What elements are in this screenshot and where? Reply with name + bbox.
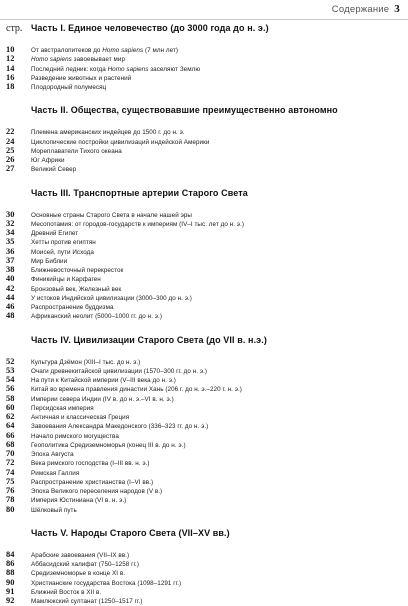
toc-entry[interactable] xyxy=(0,237,408,246)
entry-title-italic: Homo sapiens xyxy=(31,56,72,64)
entry-title-text: Мамлюкский султанат (1250–1517 гг.) xyxy=(31,598,143,605)
entry-page-number: 58 xyxy=(6,393,15,403)
entry-page-number: 91 xyxy=(6,586,15,596)
entry-title-text: Хетты против египтян xyxy=(31,239,96,247)
entry-title xyxy=(31,248,94,257)
entry-title xyxy=(31,395,174,404)
entry-title-text: Начало римского могущества xyxy=(31,432,119,440)
part-heading xyxy=(0,335,408,352)
entry-page-number: 78 xyxy=(6,495,15,505)
toc-entry[interactable] xyxy=(0,458,408,467)
entry-title-text: От австралопитеков до xyxy=(31,47,103,54)
entry-page-number: 53 xyxy=(6,365,15,375)
entry-page-number: 14 xyxy=(6,63,15,73)
toc-entry[interactable] xyxy=(0,247,408,256)
spacer xyxy=(0,174,408,188)
entry-page-number: 18 xyxy=(6,82,15,91)
entry-page-number: 25 xyxy=(6,145,15,155)
toc-entry[interactable] xyxy=(0,550,408,559)
entry-page-number: 32 xyxy=(6,218,15,228)
entry-title xyxy=(31,83,106,92)
toc-entry[interactable] xyxy=(0,477,408,486)
entry-title-text: Средиземноморье в конце XI в. xyxy=(31,570,126,578)
part-heading xyxy=(0,105,408,122)
entry-title xyxy=(31,422,208,431)
entry-title-text: Ближневосточный перекресток xyxy=(31,267,124,274)
entry-title xyxy=(31,303,114,312)
entry-page-number: 46 xyxy=(6,302,15,311)
entry-title xyxy=(31,220,244,229)
entry-page-number: 10 xyxy=(6,45,15,54)
entry-title-text: Завоевания Александра Македонского (336–323 гг. до н. э.) xyxy=(31,423,209,431)
entry-title xyxy=(31,496,126,505)
entry-title xyxy=(31,404,94,413)
entry-title xyxy=(31,450,74,459)
entry-title-text: Последний ледник: когда xyxy=(31,65,108,73)
entry-title xyxy=(31,238,96,247)
entry-title xyxy=(31,275,101,284)
entry-title xyxy=(31,506,77,515)
entry-title xyxy=(31,367,207,376)
toc-entry[interactable] xyxy=(0,440,408,449)
header-divider xyxy=(0,19,408,20)
toc-entry[interactable] xyxy=(0,155,408,164)
part-entries xyxy=(0,210,408,321)
entry-title-text: Африканский неолит (5000–1000 гг. до н. э.) xyxy=(31,313,162,321)
entry-title-text: завоевывает мир xyxy=(71,56,125,64)
toc-entry[interactable] xyxy=(0,366,408,375)
entry-page-number: 80 xyxy=(6,504,15,514)
entry-title xyxy=(31,569,125,578)
entry-page-number: 70 xyxy=(6,449,15,458)
entry-title-text: Месопотамия: от городов-государств к империям (IV–I тыс. лет до н. э.) xyxy=(31,220,245,228)
entry-title xyxy=(31,229,78,238)
entry-title xyxy=(31,588,101,597)
entry-title-text: Китай во времена правления династии Хань (206 г. до н. э.–220 г. н. э.) xyxy=(31,386,242,394)
part-title: Часть II. Общества, существовавшие преимущественно автономно xyxy=(31,105,338,116)
entry-page-number: 36 xyxy=(6,246,15,256)
toc-entry[interactable] xyxy=(0,228,408,237)
entry-title xyxy=(31,487,162,496)
toc-entry[interactable] xyxy=(0,568,408,577)
entry-title-text: Основные страны Старого Света в начале нашей эры xyxy=(31,211,192,219)
spacer xyxy=(0,91,408,105)
entry-title xyxy=(31,266,123,275)
entry-title-text: Персидская империя xyxy=(31,404,94,412)
entry-page-number: 84 xyxy=(6,549,15,559)
entry-title-text: У истоков Индийской цивилизации (3000–300 до н. э.) xyxy=(31,294,192,302)
toc-entry[interactable] xyxy=(0,559,408,568)
entry-title-text: Империя Юстиниана (VI в. н. э.) xyxy=(31,497,127,505)
toc-entry[interactable] xyxy=(0,137,408,146)
entry-page-number: 90 xyxy=(6,577,15,587)
entry-title-italic: Homo sapiens xyxy=(102,47,144,54)
entry-title-text: Века римского господства (I–III вв. н. э.) xyxy=(31,460,150,468)
entry-title-text: Мореплаватели Тихого океана xyxy=(31,147,122,155)
toc-entry[interactable] xyxy=(0,486,408,495)
entry-title-text: Циклопические постройки цивилизаций индейской Америки xyxy=(31,138,210,146)
part-entries xyxy=(0,550,408,606)
entry-page-number: 48 xyxy=(6,311,15,321)
entry-page-number: 22 xyxy=(6,127,15,137)
page-column-header: стр. xyxy=(6,23,23,34)
entry-title-text: Мир Библии xyxy=(31,257,68,265)
toc-entry[interactable] xyxy=(0,219,408,228)
entry-title-text: Аббасидский халифат (750–1258 гг.) xyxy=(31,561,139,568)
entry-page-number: 88 xyxy=(6,568,15,578)
entry-page-number: 74 xyxy=(6,467,15,477)
entry-page-number: 52 xyxy=(6,356,15,366)
entry-title xyxy=(31,432,119,441)
entry-title xyxy=(31,469,79,478)
toc-entry[interactable] xyxy=(0,302,408,311)
entry-title-text: Юг Африки xyxy=(31,157,65,164)
entry-title-text: Арабские завоевания (VII–IX вв.) xyxy=(31,551,130,559)
entry-page-number: 34 xyxy=(6,228,15,237)
entry-page-number: 12 xyxy=(6,54,15,64)
part-title: Часть V. Народы Старого Света (VII–XV вв.) xyxy=(31,527,230,538)
toc-entry[interactable] xyxy=(0,73,408,82)
entry-title xyxy=(31,413,129,422)
page-number: 3 xyxy=(394,3,400,15)
entry-title xyxy=(31,551,129,560)
part-title: Часть III. Транспортные артерии Старого Света xyxy=(31,187,248,198)
entry-title-text: Распространение христианства (I–VI вв.) xyxy=(31,478,154,486)
entry-page-number: 35 xyxy=(6,237,15,247)
toc-entry[interactable] xyxy=(0,54,408,63)
toc-entry[interactable] xyxy=(0,578,408,587)
toc-entry[interactable] xyxy=(0,596,408,605)
entry-title-italic: Homo sapiens xyxy=(107,65,149,73)
entry-title xyxy=(31,156,65,165)
entry-title-text: Финикийцы и Карфаген xyxy=(31,276,101,284)
entry-page-number: 92 xyxy=(6,596,15,605)
toc-entry[interactable] xyxy=(0,284,408,293)
entry-title xyxy=(31,376,176,385)
entry-title xyxy=(31,74,131,83)
running-head-label: Содержание xyxy=(331,4,390,15)
toc-entry[interactable] xyxy=(0,82,408,91)
entry-title xyxy=(31,211,192,220)
part-title: Часть I. Единое человечество (до 3000 года до н. э.) xyxy=(31,23,269,33)
toc-entry[interactable] xyxy=(0,210,408,219)
entry-title-text: Бронзовый век, Железный век xyxy=(31,285,122,293)
entry-title-text: Плодородный полумесяц xyxy=(31,84,107,91)
entry-page-number: 44 xyxy=(6,292,15,302)
entry-title-text: Моисей, пути Исхода xyxy=(31,248,94,256)
entry-title xyxy=(31,459,150,468)
entry-title-text: Империи севера Индии (IV в. до н. э.–VI в. н. э.) xyxy=(31,395,174,403)
toc-entry[interactable] xyxy=(0,146,408,155)
spacer xyxy=(0,321,408,335)
entry-title xyxy=(31,312,162,321)
entry-page-number: 27 xyxy=(6,164,15,174)
toc-entry[interactable] xyxy=(0,357,408,366)
entry-title xyxy=(31,579,181,588)
entry-page-number: 30 xyxy=(6,209,15,219)
entry-page-number: 38 xyxy=(6,265,15,274)
toc-entry[interactable] xyxy=(0,375,408,384)
entry-title-text: Эпоха Великого переселения народов (V в.) xyxy=(31,488,163,495)
entry-title xyxy=(31,46,178,55)
entry-title xyxy=(31,441,186,450)
entry-title-text: Римская Галлия xyxy=(31,469,80,477)
toc-entry[interactable] xyxy=(0,468,408,477)
toc-entry[interactable] xyxy=(0,587,408,596)
entry-title xyxy=(31,147,122,156)
toc-entry[interactable] xyxy=(0,45,408,54)
entry-page-number: 37 xyxy=(6,255,15,265)
entry-page-number: 24 xyxy=(6,136,15,146)
entry-page-number: 76 xyxy=(6,486,15,495)
table-of-contents xyxy=(0,23,408,605)
toc-entry[interactable] xyxy=(0,64,408,73)
entry-title xyxy=(31,257,67,266)
entry-page-number: 62 xyxy=(6,412,15,421)
toc-entry[interactable] xyxy=(0,293,408,302)
entry-title xyxy=(31,478,153,487)
entry-title-text: Древний Египет xyxy=(31,230,79,237)
entry-page-number: 66 xyxy=(6,430,15,440)
entry-page-number: 86 xyxy=(6,559,15,568)
entry-title-text: Шёлковый путь xyxy=(31,506,77,514)
toc-entry[interactable] xyxy=(0,412,408,421)
toc-entry[interactable] xyxy=(0,274,408,283)
toc-entry[interactable] xyxy=(0,421,408,430)
part-entries xyxy=(0,357,408,514)
toc-entry[interactable] xyxy=(0,449,408,458)
toc-entry[interactable] xyxy=(0,311,408,320)
entry-title xyxy=(31,165,76,174)
toc-entry[interactable] xyxy=(0,265,408,274)
entry-page-number: 26 xyxy=(6,155,15,164)
toc-first-row xyxy=(0,23,408,40)
entry-page-number: 56 xyxy=(6,384,15,394)
entry-page-number: 16 xyxy=(6,72,15,82)
entry-title-text: На пути к Китайской империи (V–III века до н. э.) xyxy=(31,377,176,384)
entry-title-text: заселяют Землю xyxy=(148,65,201,73)
entry-title xyxy=(31,285,121,294)
part-entries xyxy=(0,127,408,173)
part-entries xyxy=(0,45,408,91)
entry-page-number: 64 xyxy=(6,421,15,431)
entry-title-text: (7 млн лет) xyxy=(143,47,179,54)
part-title: Часть IV. Цивилизации Старого Света (до VII в. н.э.) xyxy=(31,334,267,345)
entry-title xyxy=(31,55,125,64)
entry-page-number: 54 xyxy=(6,375,15,384)
entry-title-text: Великий Север xyxy=(31,166,77,174)
entry-page-number: 68 xyxy=(6,439,15,449)
entry-title-text: Эпоха Августа xyxy=(31,451,74,458)
entry-page-number: 40 xyxy=(6,274,15,284)
entry-title xyxy=(31,560,139,569)
entry-title-text: Племена американских индейцев до 1500 г. до н. э. xyxy=(31,129,185,137)
entry-title-text: Христианские государства Востока (1098–1291 гг.) xyxy=(31,579,182,587)
toc-entry[interactable] xyxy=(0,495,408,504)
entry-title-text: Ближний Восток в XII в. xyxy=(31,588,102,596)
entry-page-number: 60 xyxy=(6,402,15,412)
toc-entry[interactable] xyxy=(0,164,408,173)
entry-title xyxy=(31,294,192,303)
entry-title-text: Распространение буддизма xyxy=(31,304,114,311)
toc-entry[interactable] xyxy=(0,127,408,136)
running-head xyxy=(0,3,400,15)
spacer xyxy=(0,514,408,528)
toc-entry[interactable] xyxy=(0,403,408,412)
entry-title-text: Античная и классическая Греция xyxy=(31,414,130,421)
entry-title-text: Очаги древнекитайской цивилизации (1570–300 гг. до н. э.) xyxy=(31,367,208,375)
toc-entry[interactable] xyxy=(0,431,408,440)
entry-title-text: Культура Дзёмон (XIII–I тыс. до н. э.) xyxy=(31,358,141,366)
entry-title xyxy=(31,597,142,606)
toc-entry[interactable] xyxy=(0,256,408,265)
entry-title xyxy=(31,385,242,394)
entry-page-number: 72 xyxy=(6,458,15,468)
entry-title xyxy=(31,358,140,367)
toc-entry[interactable] xyxy=(0,384,408,393)
part-heading xyxy=(0,528,408,545)
entry-page-number: 75 xyxy=(6,476,15,486)
entry-title-text: Разведение животных и растений xyxy=(31,74,132,82)
entry-page-number: 42 xyxy=(6,283,15,293)
toc-entry[interactable] xyxy=(0,505,408,514)
entry-title-text: Геополитика Средиземноморья (конец III в. до н. э.) xyxy=(31,441,186,449)
entry-title xyxy=(31,128,185,137)
entry-title xyxy=(31,138,209,147)
entry-title xyxy=(31,65,200,74)
part-heading xyxy=(0,188,408,205)
toc-entry[interactable] xyxy=(0,394,408,403)
